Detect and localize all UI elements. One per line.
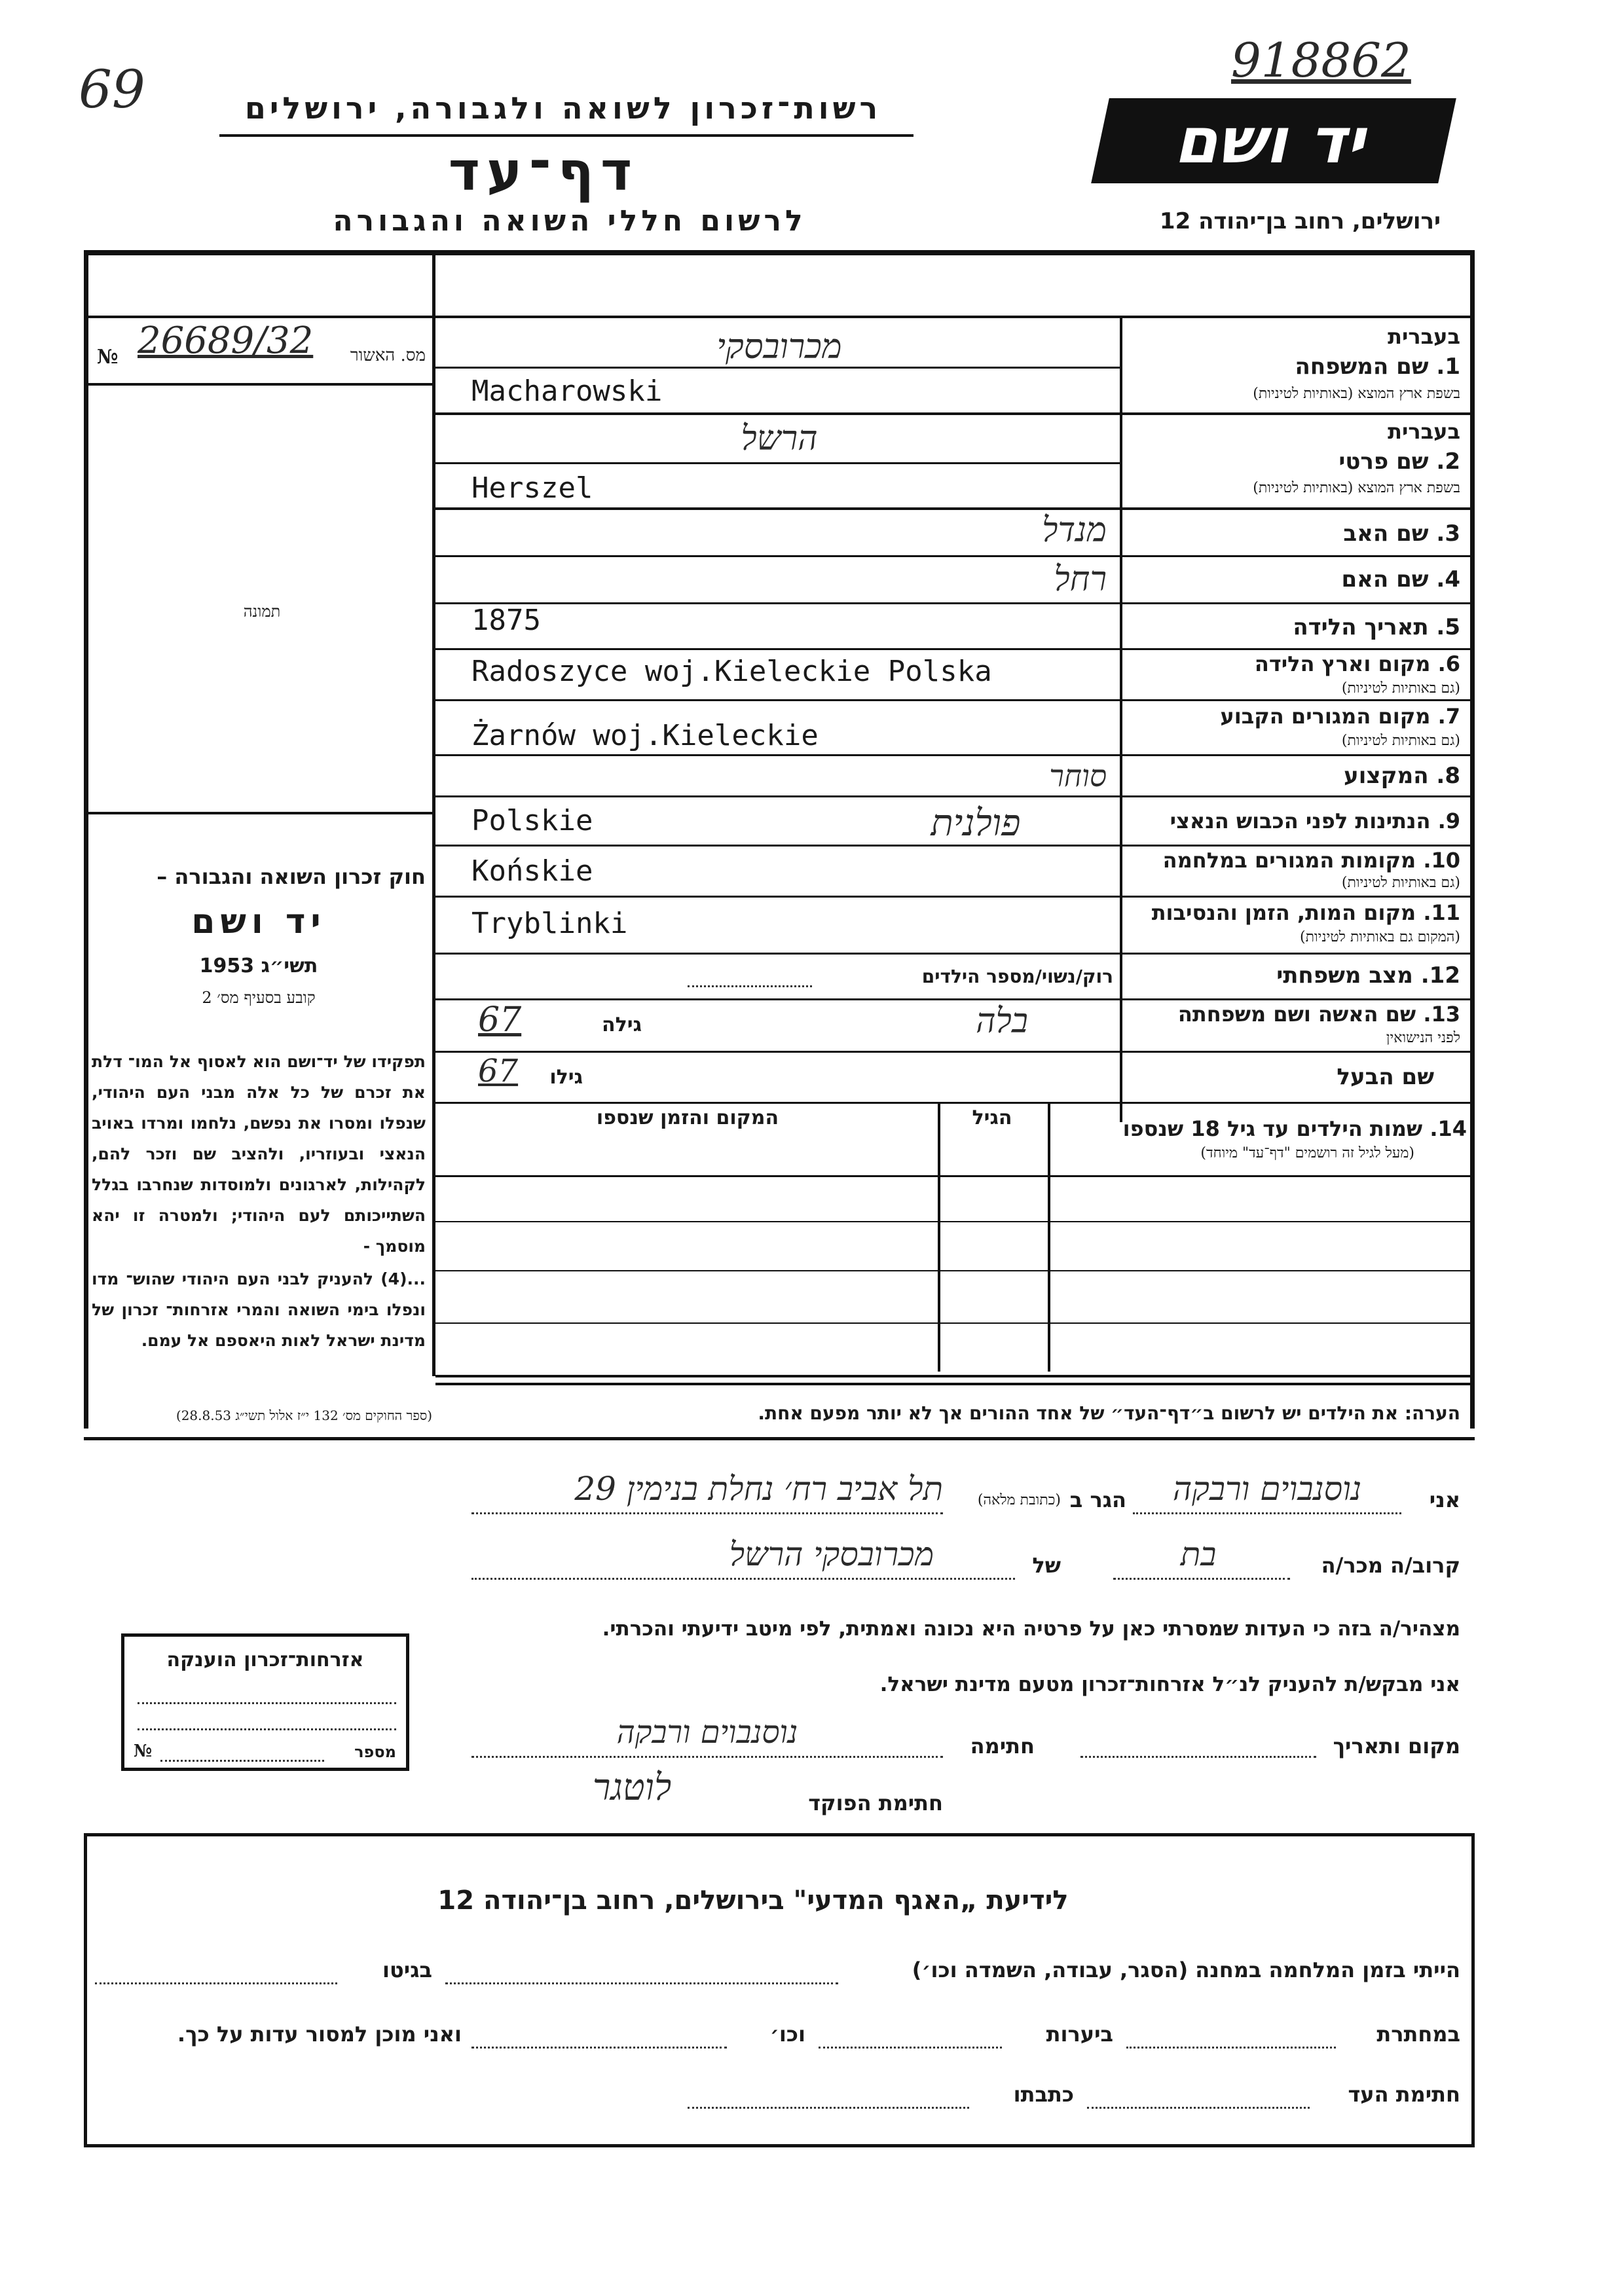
field-note: (גם באותיות לטיניות): [1341, 680, 1460, 697]
field-label: 11. מקום המות, הזמן והנסיבות: [1151, 900, 1460, 925]
age-label: גילו: [549, 1066, 583, 1089]
address-hint: (כתובת מלאה): [977, 1492, 1061, 1508]
official-sig-label: חתימת הפוקד: [808, 1791, 943, 1815]
field-note: (גם באותיות לטיניות): [1341, 875, 1460, 891]
authority-underline: [219, 134, 913, 137]
children-header-age: הגיל: [972, 1106, 1012, 1129]
field-note: בשפת ארץ המוצא (באותיות לטיניות): [1253, 386, 1460, 402]
field-note: (המקום גם באותיות לטיניות): [1300, 929, 1460, 945]
lives-label: הגר ב: [1069, 1487, 1126, 1512]
age-value[interactable]: 67: [478, 1053, 519, 1089]
children-header-note: (מעל לגיל זה רושמים "דף־עד" מיוחד): [1200, 1145, 1414, 1161]
approval-number: 26689/32: [138, 319, 314, 362]
declarant-name[interactable]: נוסנבוים ורבקה: [1172, 1470, 1362, 1508]
field-value[interactable]: Żarnów woj.Kieleckie: [471, 719, 819, 752]
approval-label: מס. האשור: [350, 346, 426, 365]
law-body1: תפקידו של יד־ושם הוא לאסוף אל המו־ דלת את זכרם של כל אלה מבני העם היהודי, שנפלו ומסרו את נפשם, נלחמו ומרדו באויב הנאצי ובעוזריו, ולהציב שם וזכר להם, לקהילות, לארגונים ולמוסדות שנחרבו בגלל השתייכותם לעם היהודי; ולמטרה זו יהא מוסמך -: [92, 1052, 426, 1256]
underground-label: במחתרת: [1376, 2022, 1460, 2047]
hebrew-value[interactable]: הרשל: [741, 419, 818, 458]
declarant-label: אני: [1429, 1487, 1460, 1512]
children-note: הערה: את הילדים יש לרשום ב״דף־העד״ של אחד ההורים אך לא יותר מפעם אחת.: [758, 1402, 1460, 1424]
citizenship-box: [121, 1633, 409, 1771]
law-citation: (ספר החוקים מס׳ 132 י״ז אלול תשי״ג 28.8.53): [175, 1408, 432, 1423]
camp-label: הייתי בזמן המלחמה במחנה (הסגר, עבודה, השמדה וכו׳): [912, 1958, 1460, 1982]
citizenship-title: אזרחות־זכרון הוענקה: [166, 1649, 364, 1671]
field-value[interactable]: Tryblinki: [471, 907, 628, 940]
field-value[interactable]: סוחר: [1049, 758, 1107, 793]
field-value[interactable]: מנדל: [1042, 511, 1107, 550]
field-label: 1. שם המשפחה: [1295, 354, 1460, 380]
ghetto-label: בגיטו: [382, 1958, 432, 1982]
etc-label: וכו׳: [769, 2022, 805, 2047]
field-label: 6. מקום וארץ הלידה: [1254, 651, 1460, 676]
bottom-title: לידיעת „האגף המדעי" בירושלים, רחוב בן־יהודה 12: [437, 1886, 1069, 1916]
relation-value[interactable]: בת: [1180, 1535, 1217, 1573]
of-label: של: [1032, 1553, 1061, 1578]
law-line1: חוק זכרון השואה והגבורה –: [157, 864, 426, 889]
form-title: דף־עד: [448, 141, 639, 203]
latin-value[interactable]: Herszel: [471, 471, 593, 505]
hebrew-tag: בעברית: [1388, 324, 1460, 349]
field-label: 5. תאריך הלידה: [1293, 614, 1460, 640]
age-label: גילה: [602, 1013, 642, 1036]
field-note: לפני הנישואין: [1386, 1030, 1460, 1046]
children-header-place: המקום והזמן שנספו: [596, 1106, 779, 1129]
field-note: בשפת ארץ המוצא (באותיות לטיניות): [1253, 480, 1460, 496]
field-label: 12. מצב משפחתי: [1276, 962, 1460, 989]
law-line4: קובע בסעיף מס׳ 2: [202, 989, 316, 1007]
law-line3: תשי״ג 1953: [199, 955, 318, 977]
forests-label: ביערות: [1046, 2022, 1113, 2047]
field-label: 8. המקצוע: [1344, 763, 1460, 789]
hebrew-value[interactable]: מכרובסקי: [716, 327, 842, 367]
law-body2: ...(4) להעניק לבני העם היהודי שהוש־ מדו ונפלו בימי השואה והמרי אזרחות־ זכרון של מדינת ישראל לאות היאספם אל עמם.: [92, 1269, 426, 1350]
field-label: 10. מקומות המגורים במלחמה: [1162, 848, 1460, 873]
relation-label: קרוב/ה מכר/ה: [1321, 1553, 1460, 1578]
children-header-name: 14. שמות הילדים עד גיל 18 שנספו: [1122, 1116, 1467, 1141]
field-label: 9. הנתינות לפני הכבוש הנאצי: [1170, 809, 1460, 833]
field-label: 2. שם פרטי: [1338, 448, 1460, 475]
yad-vashem-logo: יד ושם: [1091, 98, 1456, 183]
of-value[interactable]: מכרובסקי הרשל: [729, 1535, 934, 1573]
witness-sig-label: חתימת העד: [1348, 2082, 1460, 2107]
field-value[interactable]: בלה: [976, 1002, 1028, 1041]
header-address: ירושלים, רחוב בן־יהודה 12: [1159, 208, 1441, 234]
signature-label: חתימה: [970, 1734, 1035, 1758]
margin-note-top-left: 69: [79, 59, 145, 120]
field-options[interactable]: רוק/נשוי/מספר הילדים: [921, 966, 1113, 987]
place-date-label: מקום ותאריך: [1333, 1734, 1460, 1758]
field-value[interactable]: רחל: [1054, 560, 1107, 599]
field-value[interactable]: Radoszyce woj.Kieleckie Polska: [471, 655, 992, 688]
law-line2: יד ושם: [191, 902, 326, 941]
citizenship-no-sign: №: [134, 1741, 153, 1761]
citizenship-number-label: מספר: [354, 1743, 396, 1761]
age-value[interactable]: 67: [478, 1000, 522, 1040]
declarant-address[interactable]: תל אביב רח׳ נחלת בנימין 29: [574, 1470, 943, 1508]
photo-label: תמונה: [243, 602, 281, 621]
field-label: שם הבעל: [1337, 1064, 1434, 1090]
field-label: 13. שם האשה ושם משפחתה: [1177, 1002, 1460, 1027]
field-label: 7. מקום המגורים הקבוע: [1220, 704, 1460, 729]
field-value[interactable]: Końskie: [471, 854, 593, 888]
request-text: אני מבקש/ת להעניק לנ״ל אזרחות־זכרון מטעם מדינת ישראל.: [879, 1673, 1460, 1696]
signature[interactable]: נוסנבוים ורבקה: [616, 1714, 798, 1751]
margin-note-top-right: 918862: [1231, 33, 1411, 88]
approval-no-sign: №: [97, 346, 119, 369]
authority-name: רשות־זכרון לשואה ולגבורה, ירושלים: [244, 90, 882, 126]
field-note: (גם באותיות לטיניות): [1341, 733, 1460, 749]
field-value-hebrew[interactable]: פולנית: [931, 802, 1021, 845]
official-signature[interactable]: לוטגר: [592, 1766, 672, 1809]
declaration-text: מצהיר/ה בזה כי העדות שמסרתי כאן על פרטיה היא נכונה ואמתית, לפי מיטב ידיעתי והכרתי.: [602, 1617, 1460, 1641]
hebrew-tag: בעברית: [1388, 419, 1460, 444]
testimony-label: ואני מוכן למסור עדות על כך.: [177, 2022, 462, 2047]
field-value[interactable]: Polskie: [471, 804, 593, 837]
address-label: כתבתו: [1013, 2082, 1074, 2107]
form-subtitle: לרשום חללי השואה והגבורה: [333, 204, 807, 238]
field-label: 4. שם האם: [1341, 566, 1460, 592]
latin-value[interactable]: Macharowski: [471, 374, 663, 408]
field-value[interactable]: 1875: [471, 604, 541, 637]
field-label: 3. שם האב: [1343, 520, 1460, 547]
